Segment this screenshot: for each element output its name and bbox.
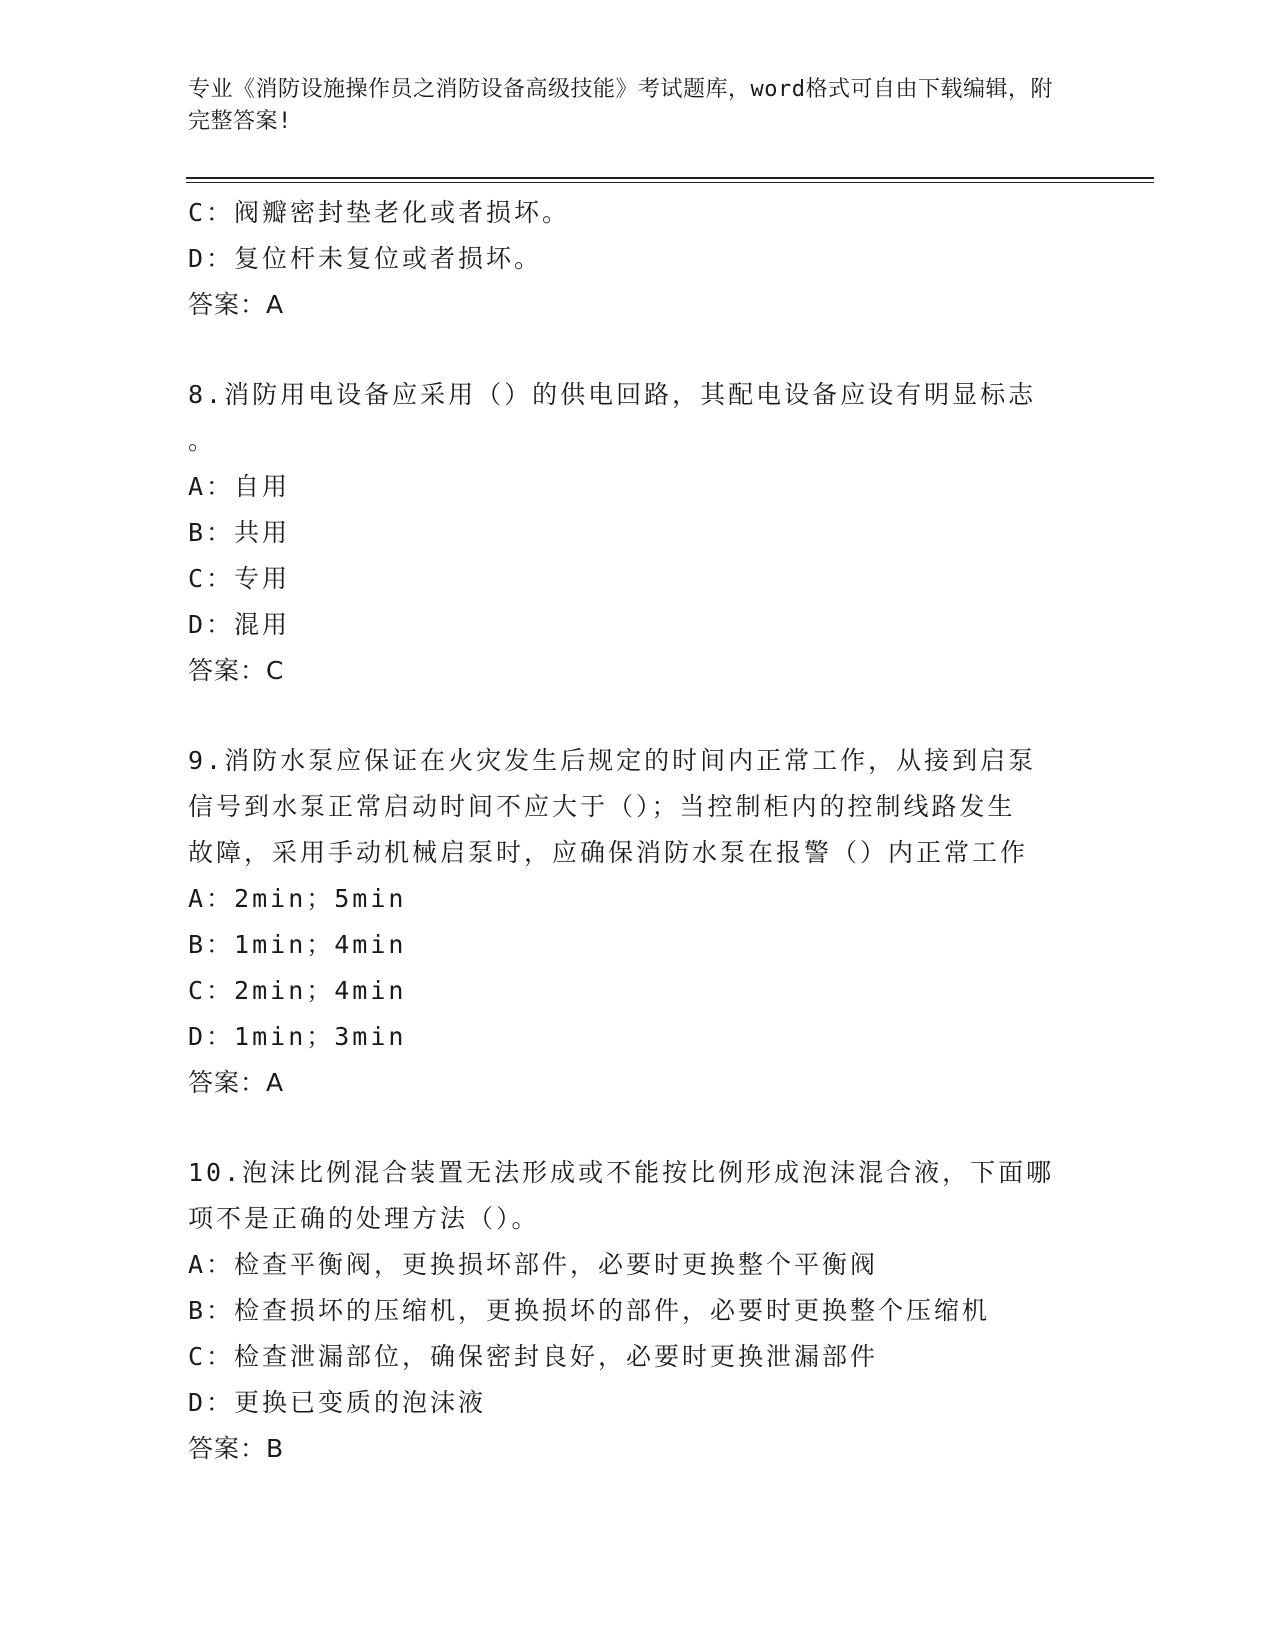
question-text: 。: [188, 426, 217, 455]
option-c: C：检查泄漏部位，确保密封良好，必要时更换泄漏部件: [188, 1342, 879, 1371]
option-c: C：阀瓣密封垫老化或者损坏。: [188, 198, 571, 227]
question-text: 项不是正确的处理方法（）。: [188, 1204, 540, 1233]
option-b: B：检查损坏的压缩机，更换损坏的部件，必要时更换整个压缩机: [188, 1296, 991, 1325]
document-header: 专业《消防设施操作员之消防设备高级技能》考试题库，word格式可自由下载编辑，附完整答案!: [188, 77, 1053, 134]
option-a: A：2min；5min: [188, 884, 407, 913]
answer-line: 答案：C: [188, 656, 285, 685]
answer-line: 答案：A: [188, 1068, 285, 1097]
question-text: 故障，采用手动机械启泵时，应确保消防水泵在报警（）内正常工作: [188, 838, 1029, 867]
option-d: D：更换已变质的泡沫液: [188, 1388, 487, 1417]
question-list: [188, 190, 1088, 1472]
option-a: A：检查平衡阀，更换损坏部件，必要时更换整个平衡阀: [188, 1250, 879, 1279]
carryover-question: [188, 190, 1088, 328]
option-b: B：1min；4min: [188, 930, 407, 959]
option-c: C：2min；4min: [188, 976, 407, 1005]
question-text: 9.消防水泵应保证在火灾发生后规定的时间内正常工作，从接到启泵: [188, 746, 1037, 775]
option-d: D：复位杆未复位或者损坏。: [188, 244, 543, 273]
option-d: D：混用: [188, 610, 291, 639]
option-a: A：自用: [188, 472, 291, 501]
question-text: 10.泡沫比例混合装置无法形成或不能按比例形成泡沫混合液，下面哪: [188, 1158, 1055, 1187]
question-text: 信号到水泵正常启动时间不应大于（）；当控制柜内的控制线路发生: [188, 792, 1016, 821]
question-8: [188, 372, 1088, 694]
option-c: C：专用: [188, 564, 291, 593]
question-10: [188, 1150, 1088, 1472]
header-divider-thin: [186, 182, 1154, 183]
question-text: 8.消防用电设备应采用（）的供电回路，其配电设备应设有明显标志: [188, 380, 1037, 409]
header-divider-thick: [186, 177, 1154, 179]
option-b: B：共用: [188, 518, 291, 547]
option-d: D：1min；3min: [188, 1022, 407, 1051]
answer-line: 答案：B: [188, 1434, 285, 1463]
question-9: [188, 738, 1088, 1106]
answer-line: 答案：A: [188, 290, 285, 319]
